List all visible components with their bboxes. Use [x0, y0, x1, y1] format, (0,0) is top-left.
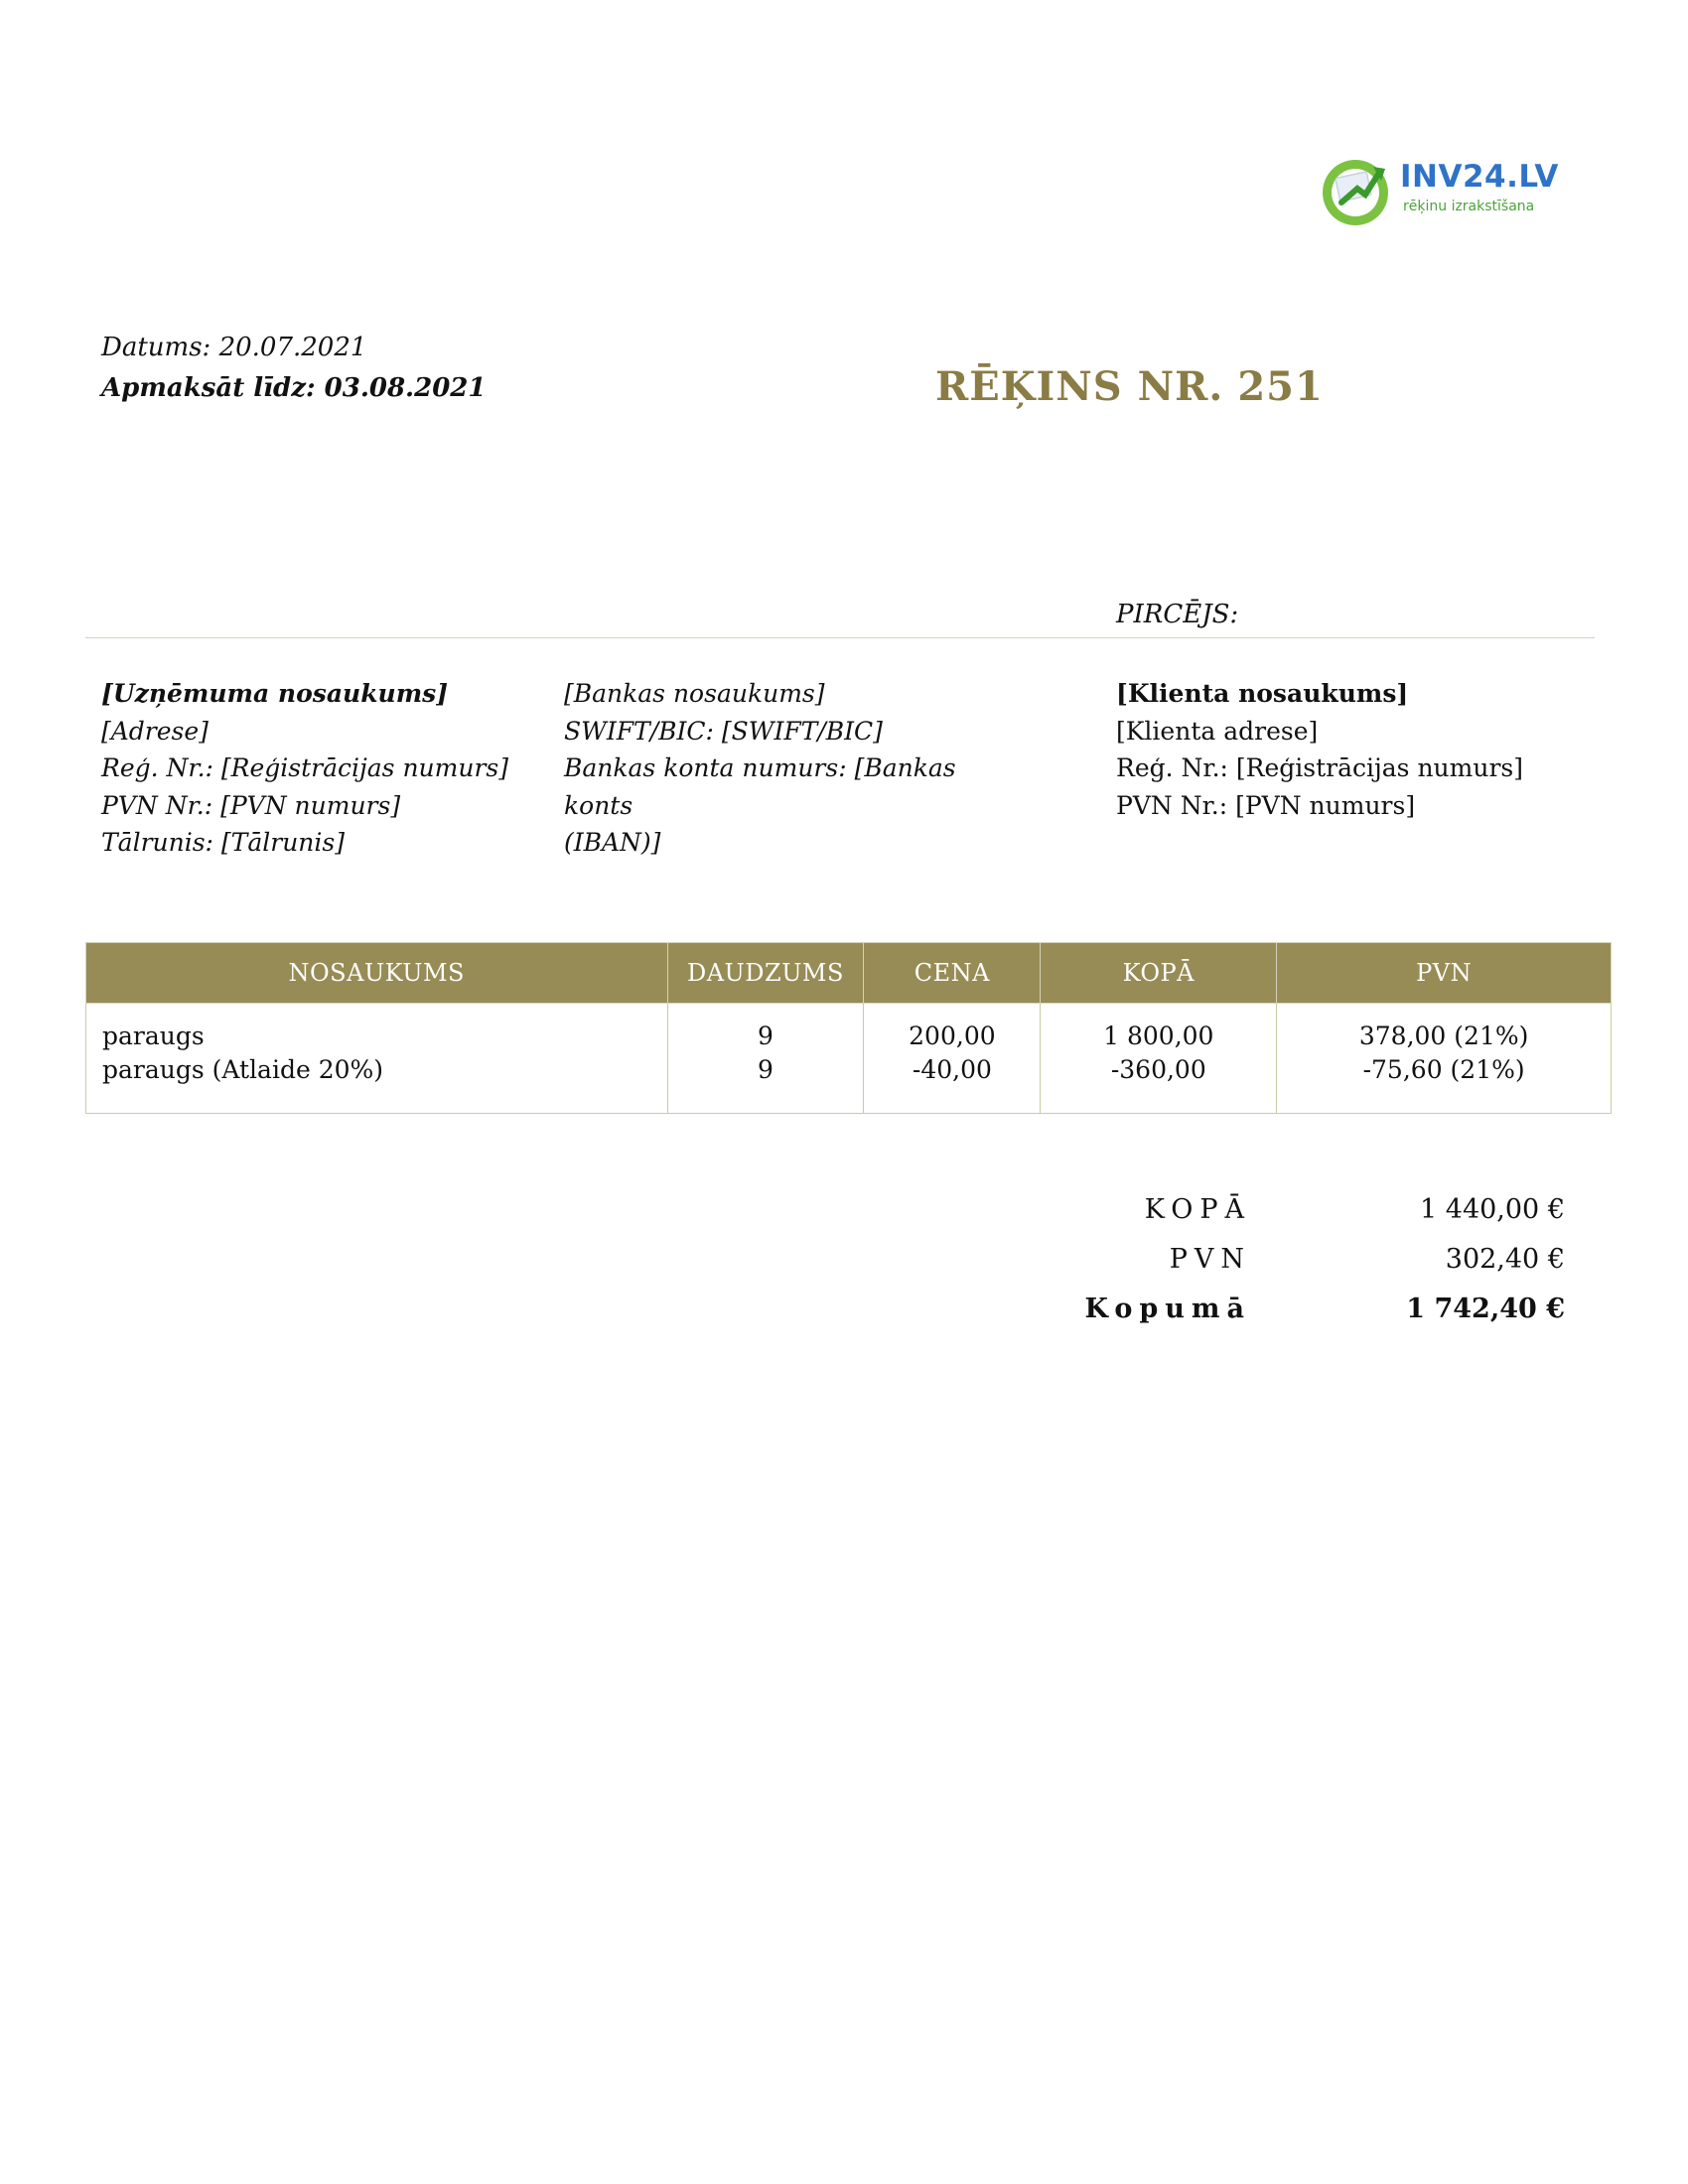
column-header-vat: PVN: [1277, 943, 1612, 1004]
item-price-cell: [864, 1004, 1041, 1114]
seller-reg: Reģ. Nr.: [Reģistrācijas numurs]: [101, 753, 508, 782]
item-vat: 378,00 (21%): [1358, 1022, 1529, 1050]
client-details: [1116, 675, 1523, 824]
items-table: [85, 942, 1612, 1114]
bank-name: [Bankas nosaukums]: [564, 679, 825, 708]
client-vat: PVN Nr.: [PVN numurs]: [1116, 790, 1416, 820]
item-total-cell: [1041, 1004, 1277, 1114]
item-name: paraugs: [102, 1022, 205, 1050]
due-label: Apmaksāt līdz:: [101, 373, 316, 403]
column-header-name: NOSAUKUMS: [86, 943, 668, 1004]
item-quantity: 9: [758, 1022, 774, 1050]
column-header-quantity: DAUDZUMS: [667, 943, 864, 1004]
client-name: [Klienta nosaukums]: [1116, 679, 1409, 708]
column-header-price: CENA: [864, 943, 1041, 1004]
divider: [85, 637, 1595, 638]
invoice-title-label: RĒĶINS NR.: [935, 363, 1224, 410]
table-header-row: [86, 943, 1612, 1004]
grand-total-value: 1 742,40 €: [1406, 1294, 1565, 1324]
column-header-total: KOPĀ: [1041, 943, 1277, 1004]
invoice-title: [935, 363, 1324, 410]
vat-total-value: 302,40 €: [1445, 1244, 1565, 1275]
item-price: 200,00: [909, 1022, 996, 1050]
subtotal-value: 1 440,00 €: [1420, 1194, 1565, 1225]
invoice-date: [101, 333, 366, 362]
seller-details: [101, 675, 508, 862]
due-date: [101, 373, 486, 403]
seller-address: [Adrese]: [101, 716, 209, 746]
bank-swift: SWIFT/BIC: [SWIFT/BIC]: [564, 716, 883, 746]
seller-phone: Tālrunis: [Tālrunis]: [101, 828, 345, 857]
subtotal-label: KOPĀ: [1144, 1194, 1251, 1225]
date-value: 20.07.2021: [218, 333, 367, 362]
bank-details: [564, 675, 1011, 862]
buyer-heading: PIRCĒJS:: [1116, 600, 1239, 629]
client-address: [Klienta adrese]: [1116, 716, 1319, 746]
item-quantity-cell: [667, 1004, 864, 1114]
date-label: Datums:: [101, 333, 211, 362]
item-vat: -75,60 (21%): [1362, 1055, 1525, 1084]
item-total: -360,00: [1110, 1055, 1206, 1084]
client-reg: Reģ. Nr.: [Reģistrācijas numurs]: [1116, 753, 1523, 782]
seller-name: [Uzņēmuma nosaukums]: [101, 679, 449, 708]
logo-text: INV24.LV: [1400, 159, 1559, 195]
item-name-cell: [86, 1004, 668, 1114]
bank-account-line1: Bankas konta numurs: [Bankas konts: [564, 753, 956, 820]
item-total: 1 800,00: [1103, 1022, 1214, 1050]
grand-total-label: Kopumā: [1084, 1294, 1251, 1324]
logo-subtitle: rēķinu izrakstīšana: [1403, 199, 1535, 214]
item-quantity: 9: [758, 1055, 774, 1084]
table-row: [86, 1004, 1612, 1114]
vat-total-label: PVN: [1169, 1244, 1251, 1275]
item-name: paraugs (Atlaide 20%): [102, 1055, 384, 1084]
item-price: -40,00: [912, 1055, 992, 1084]
item-vat-cell: [1277, 1004, 1612, 1114]
seller-vat: PVN Nr.: [PVN numurs]: [101, 790, 401, 820]
invoice-number: 251: [1237, 363, 1324, 410]
due-value: 03.08.2021: [324, 373, 487, 403]
bank-account-line2: (IBAN)]: [564, 828, 661, 857]
